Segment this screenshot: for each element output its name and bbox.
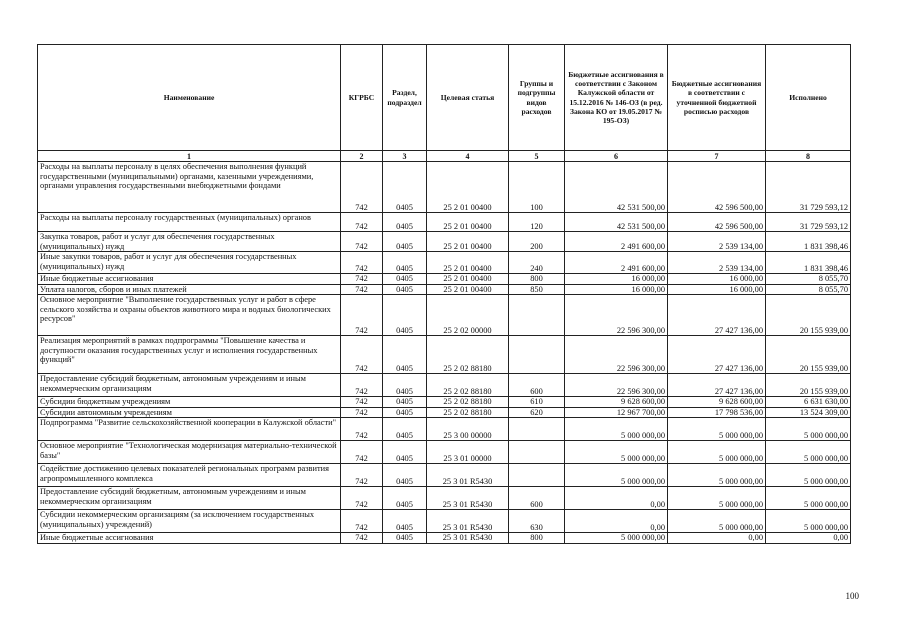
cell-group: 610 [509,397,565,408]
table-row [38,374,851,397]
cell-target: 25 2 01 00400 [427,162,509,213]
cell-law: 9 628 600,00 [565,397,668,408]
cell-name: Субсидии некоммерческим организациям (за исключением государственных (муниципальных) учреждений) [38,510,341,533]
cell-executed: 5 000 000,00 [766,441,851,464]
cell-group: 240 [509,252,565,274]
header-law-allocations: Бюджетные ассигнования в соответствии с Законом Калужской области от 15.12.2016 № 146-ОЗ (в ред. Закона КО от 19.05.2017 № 195-ОЗ) [565,45,668,151]
cell-group [509,295,565,336]
column-number: 2 [341,151,383,162]
cell-law: 16 000,00 [565,284,668,295]
cell-section: 0405 [383,441,427,464]
cell-section: 0405 [383,162,427,213]
cell-executed: 5 000 000,00 [766,487,851,510]
cell-kgrbs: 742 [341,284,383,295]
cell-kgrbs: 742 [341,487,383,510]
cell-executed: 5 000 000,00 [766,464,851,487]
cell-name: Основное мероприятие "Выполнение государственных услуг и работ в сфере сельского хозяйства и охраны объектов животного мира и водных биологических ресурсов" [38,295,341,336]
cell-refined: 16 000,00 [668,284,766,295]
cell-law: 5 000 000,00 [565,533,668,544]
cell-target: 25 2 01 00400 [427,252,509,274]
cell-name: Субсидии бюджетным учреждениям [38,397,341,408]
cell-group [509,418,565,441]
cell-target: 25 3 01 R5430 [427,510,509,533]
table-row [38,232,851,252]
table-body [38,162,851,544]
column-number: 8 [766,151,851,162]
cell-section: 0405 [383,336,427,374]
cell-executed: 20 155 939,00 [766,295,851,336]
cell-law: 2 491 600,00 [565,232,668,252]
budget-table [37,44,851,544]
cell-law: 5 000 000,00 [565,418,668,441]
cell-refined: 5 000 000,00 [668,510,766,533]
cell-target: 25 3 01 R5430 [427,533,509,544]
cell-kgrbs: 742 [341,274,383,285]
cell-target: 25 3 00 00000 [427,418,509,441]
cell-section: 0405 [383,213,427,232]
cell-executed: 8 055,70 [766,274,851,285]
cell-refined: 16 000,00 [668,274,766,285]
table-row [38,213,851,232]
table-row [38,397,851,408]
cell-group: 630 [509,510,565,533]
table-row [38,284,851,295]
cell-executed: 5 000 000,00 [766,510,851,533]
cell-group: 600 [509,374,565,397]
cell-executed: 8 055,70 [766,284,851,295]
cell-target: 25 3 01 R5430 [427,464,509,487]
cell-executed: 20 155 939,00 [766,336,851,374]
cell-target: 25 2 02 00000 [427,295,509,336]
table-row [38,464,851,487]
cell-group: 100 [509,162,565,213]
cell-group: 600 [509,487,565,510]
cell-executed: 31 729 593,12 [766,162,851,213]
table-row [38,510,851,533]
cell-target: 25 2 01 00400 [427,284,509,295]
cell-refined: 2 539 134,00 [668,252,766,274]
cell-name: Закупка товаров, работ и услуг для обеспечения государственных (муниципальных) нужд [38,232,341,252]
cell-section: 0405 [383,464,427,487]
cell-executed: 1 831 398,46 [766,232,851,252]
cell-section: 0405 [383,232,427,252]
cell-section: 0405 [383,510,427,533]
cell-group: 200 [509,232,565,252]
cell-law: 22 596 300,00 [565,374,668,397]
cell-law: 22 596 300,00 [565,336,668,374]
cell-name: Иные бюджетные ассигнования [38,533,341,544]
cell-kgrbs: 742 [341,397,383,408]
cell-target: 25 2 02 88180 [427,397,509,408]
cell-name: Реализация мероприятий в рамках подпрограммы "Повышение качества и доступности оказания государственных услуг и исполнения государственных функций" [38,336,341,374]
column-number: 1 [38,151,341,162]
cell-group: 850 [509,284,565,295]
cell-group [509,336,565,374]
cell-executed: 0,00 [766,533,851,544]
cell-kgrbs: 742 [341,232,383,252]
cell-kgrbs: 742 [341,295,383,336]
header-refined-allocations: Бюджетные ассигнования в соответствии с уточненной бюджетной росписью расходов [668,45,766,151]
cell-executed: 20 155 939,00 [766,374,851,397]
header-target: Целевая статья [427,45,509,151]
cell-name: Содействие достижению целевых показателей региональных программ развития агропромышленного комплекса [38,464,341,487]
cell-section: 0405 [383,274,427,285]
cell-section: 0405 [383,295,427,336]
cell-target: 25 3 01 00000 [427,441,509,464]
cell-kgrbs: 742 [341,213,383,232]
cell-refined: 42 596 500,00 [668,213,766,232]
cell-refined: 5 000 000,00 [668,464,766,487]
cell-law: 42 531 500,00 [565,162,668,213]
cell-name: Иные закупки товаров, работ и услуг для обеспечения государственных (муниципальных) нужд [38,252,341,274]
cell-group: 800 [509,274,565,285]
cell-name: Расходы на выплаты персоналу в целях обеспечения выполнения функций государственными (муниципальными) органами, казенными учреждениями, органами управления государственными внебюджетными фондами [38,162,341,213]
header-row [38,45,851,151]
cell-refined: 27 427 136,00 [668,295,766,336]
header-name: Наименование [38,45,341,151]
cell-refined: 2 539 134,00 [668,232,766,252]
cell-kgrbs: 742 [341,533,383,544]
cell-law: 12 967 700,00 [565,407,668,418]
cell-section: 0405 [383,407,427,418]
cell-kgrbs: 742 [341,441,383,464]
cell-refined: 5 000 000,00 [668,487,766,510]
table-row [38,487,851,510]
page-number: 100 [845,591,859,601]
cell-law: 16 000,00 [565,274,668,285]
cell-law: 22 596 300,00 [565,295,668,336]
table-row [38,533,851,544]
cell-group [509,441,565,464]
cell-name: Иные бюджетные ассигнования [38,274,341,285]
cell-law: 42 531 500,00 [565,213,668,232]
header-groups: Группы и подгруппы видов расходов [509,45,565,151]
table-row [38,336,851,374]
cell-name: Расходы на выплаты персоналу государственных (муниципальных) органов [38,213,341,232]
cell-law: 0,00 [565,487,668,510]
cell-group [509,464,565,487]
header-kgrbs: КГРБС [341,45,383,151]
cell-kgrbs: 742 [341,162,383,213]
column-number-row [38,151,851,162]
cell-section: 0405 [383,533,427,544]
cell-section: 0405 [383,374,427,397]
cell-target: 25 2 01 00400 [427,232,509,252]
cell-executed: 6 631 630,00 [766,397,851,408]
column-number: 4 [427,151,509,162]
cell-kgrbs: 742 [341,510,383,533]
cell-refined: 27 427 136,00 [668,374,766,397]
cell-name: Предоставление субсидий бюджетным, автономным учреждениям и иным некоммерческим организациям [38,374,341,397]
cell-section: 0405 [383,252,427,274]
cell-law: 5 000 000,00 [565,441,668,464]
cell-kgrbs: 742 [341,336,383,374]
cell-target: 25 2 02 88180 [427,374,509,397]
cell-refined: 9 628 600,00 [668,397,766,408]
cell-section: 0405 [383,397,427,408]
cell-refined: 5 000 000,00 [668,441,766,464]
cell-kgrbs: 742 [341,418,383,441]
cell-refined: 27 427 136,00 [668,336,766,374]
cell-section: 0405 [383,284,427,295]
cell-section: 0405 [383,418,427,441]
cell-law: 2 491 600,00 [565,252,668,274]
cell-name: Подпрограмма "Развитие сельскохозяйственной кооперации в Калужской области" [38,418,341,441]
cell-name: Предоставление субсидий бюджетным, автономным учреждениям и иным некоммерческим организациям [38,487,341,510]
cell-law: 0,00 [565,510,668,533]
cell-executed: 5 000 000,00 [766,418,851,441]
cell-law: 5 000 000,00 [565,464,668,487]
table-row [38,418,851,441]
cell-refined: 17 798 536,00 [668,407,766,418]
header-executed: Исполнено [766,45,851,151]
cell-refined: 0,00 [668,533,766,544]
table-row [38,162,851,213]
cell-section: 0405 [383,487,427,510]
cell-target: 25 3 01 R5430 [427,487,509,510]
cell-kgrbs: 742 [341,464,383,487]
cell-target: 25 2 02 88180 [427,336,509,374]
cell-executed: 31 729 593,12 [766,213,851,232]
cell-group: 120 [509,213,565,232]
table-row [38,252,851,274]
table-row [38,274,851,285]
header-section: Раздел, подраздел [383,45,427,151]
column-number: 7 [668,151,766,162]
cell-group: 620 [509,407,565,418]
table-row [38,295,851,336]
cell-target: 25 2 02 88180 [427,407,509,418]
cell-kgrbs: 742 [341,407,383,418]
cell-refined: 5 000 000,00 [668,418,766,441]
column-number: 3 [383,151,427,162]
cell-group: 800 [509,533,565,544]
cell-name: Субсидии автономным учреждениям [38,407,341,418]
cell-executed: 13 524 309,00 [766,407,851,418]
table-row [38,441,851,464]
column-number: 5 [509,151,565,162]
cell-refined: 42 596 500,00 [668,162,766,213]
cell-target: 25 2 01 00400 [427,213,509,232]
cell-target: 25 2 01 00400 [427,274,509,285]
cell-kgrbs: 742 [341,252,383,274]
cell-kgrbs: 742 [341,374,383,397]
cell-name: Основное мероприятие "Технологическая модернизация материально-технической базы" [38,441,341,464]
cell-executed: 1 831 398,46 [766,252,851,274]
table-row [38,407,851,418]
column-number: 6 [565,151,668,162]
cell-name: Уплата налогов, сборов и иных платежей [38,284,341,295]
